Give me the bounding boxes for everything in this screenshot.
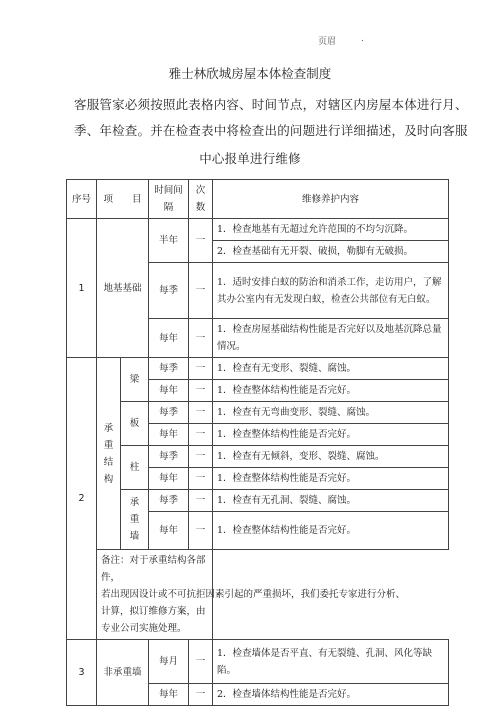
count-cell: 一 [189, 640, 213, 684]
group-2-no: 2 [67, 358, 97, 640]
count-cell: 一 [189, 512, 213, 550]
group-1-name: 地基基础 [97, 219, 149, 358]
count-cell: 一 [189, 402, 213, 424]
content-cell: 1．检查有无倾斜，变形、裂缝、腐蚀。 [213, 446, 449, 468]
count-cell: 一 [189, 219, 213, 263]
remark-line-1: 备注：对于承重结构各部件， [101, 555, 206, 583]
count-cell: 一 [189, 490, 213, 512]
table-header-row [67, 180, 449, 219]
count-cell: 一 [189, 263, 213, 319]
count-cell: 一 [189, 380, 213, 402]
sub-column: 柱 [121, 446, 149, 490]
interval-cell: 每季 [149, 402, 189, 424]
page-header: 页眉 [318, 37, 337, 47]
intro-line-2: 季、年检查。并在检查表中将检查出的问题进行详细描述，及时向客服 [74, 123, 468, 138]
header-item: 项 目 [97, 180, 149, 219]
intro-line-1: 客服管家必须按照此表格内容、时间节点，对辖区内房屋本体进行月、 [74, 97, 468, 112]
interval-cell: 每年 [149, 684, 189, 706]
content-cell: 2．检查墙体结构性能是否完好。 [213, 684, 449, 706]
table-row [67, 219, 449, 241]
doc-title: 雅士林欣城房屋本体检查制度 [168, 66, 332, 81]
group-2-name: 承重结构 [97, 358, 121, 550]
header-interval: 时间间隔 [149, 180, 189, 219]
content-cell: 1．适时安排白蚁的防治和消杀工作，走访用户，了解其办公室内有无发现白蚁，检查公共部位有无白蚁。 [213, 263, 449, 319]
remark-line-2: 若出现因设计或不可抗拒因素引起的严重损坏，我们委托专家进行分析、 [101, 589, 406, 600]
interval-cell: 每季 [149, 490, 189, 512]
content-cell: 1．检查整体结构性能是否完好。 [213, 512, 449, 550]
table-row [67, 402, 449, 424]
count-cell: 一 [189, 424, 213, 446]
note-row [67, 550, 449, 640]
interval-cell: 每季 [149, 358, 189, 380]
count-cell: 一 [189, 446, 213, 468]
sub-bearing-wall: 承重墙 [121, 490, 149, 550]
count-cell: 一 [189, 358, 213, 380]
interval-cell: 每年 [149, 380, 189, 402]
interval-cell: 每年 [149, 424, 189, 446]
remark-note [97, 550, 406, 640]
intro-line-3: 中心报单进行维修 [199, 151, 301, 166]
content-cell: 1．检查房屋基础结构性能是否完好以及地基沉降总量情况。 [213, 319, 449, 358]
remark-line-3: 计算，拟订维修方案，由专业公司实施处理。 [101, 606, 206, 634]
content-cell: 1．检查墙体是否平直、有无裂缝、孔洞、风化等缺陷。 [213, 640, 449, 684]
header-no: 序号 [67, 180, 97, 219]
interval-cell: 每年 [149, 468, 189, 490]
count-cell: 一 [189, 684, 213, 706]
content-cell: 1．检查整体结构性能是否完好。 [213, 380, 449, 402]
interval-cell: 每年 [149, 319, 189, 358]
page-header-dot: . [361, 34, 364, 44]
content-cell: 1．检查整体结构性能是否完好。 [213, 424, 449, 446]
sub-slab: 板 [121, 402, 149, 446]
interval-cell: 每季 [149, 263, 189, 319]
group-1-no: 1 [67, 219, 97, 358]
content-cell: 2．检查基础有无开裂、破损，勒脚有无破损。 [213, 241, 449, 263]
header-content: 维修养护内容 [213, 180, 449, 219]
content-cell: 1．检查有无孔洞、裂缝、腐蚀。 [213, 490, 449, 512]
count-cell: 一 [189, 319, 213, 358]
content-cell: 1．检查有无变形、裂缝、腐蚀。 [213, 358, 449, 380]
group-3-no: 3 [67, 640, 97, 706]
sub-beam: 梁 [121, 358, 149, 402]
count-cell: 一 [189, 468, 213, 490]
content-cell: 1．检查有无弯曲变形、裂缝、腐蚀。 [213, 402, 449, 424]
table-row [67, 358, 449, 380]
content-cell: 1．检查整体结构性能是否完好。 [213, 468, 449, 490]
interval-cell: 每季 [149, 446, 189, 468]
table-row [67, 446, 449, 468]
content-cell: 1．检查地基有无超过允许范围的不均匀沉降。 [213, 219, 449, 241]
table-row [67, 490, 449, 512]
group-3-name: 非承重墙 [97, 640, 149, 706]
header-count: 次数 [189, 180, 213, 219]
interval-cell: 每月 [149, 640, 189, 684]
interval-cell: 每年 [149, 512, 189, 550]
table-row [67, 640, 449, 684]
inspection-table [66, 179, 449, 706]
interval-cell: 半年 [149, 219, 189, 263]
